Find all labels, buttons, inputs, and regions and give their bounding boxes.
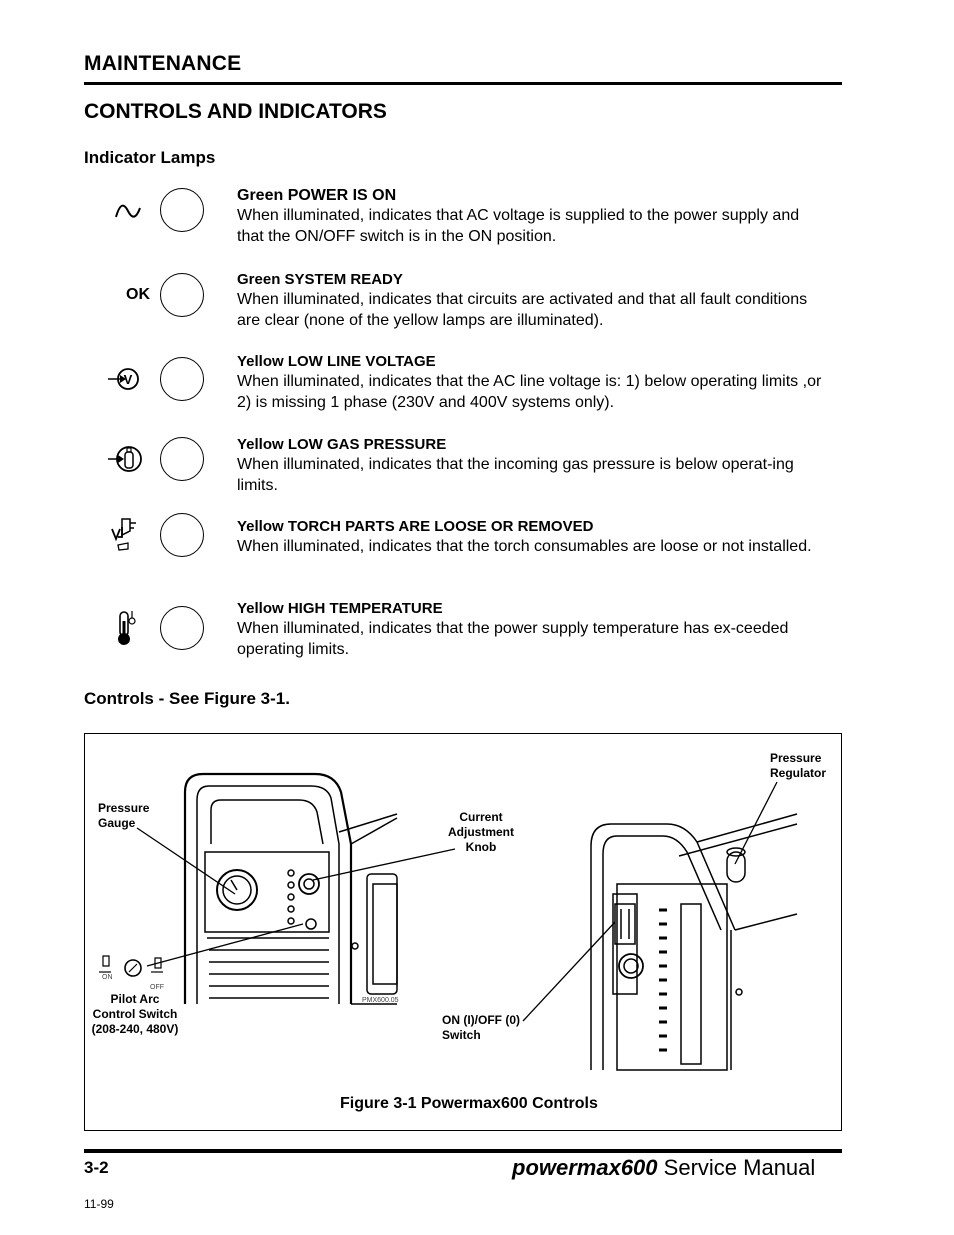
current-adjustment-knob-label: Current Adjustment Knob	[448, 810, 514, 854]
ok-icon: OK	[126, 286, 150, 303]
lamp-torch-parts	[84, 517, 844, 597]
on-off-switch-label: ON (I)/OFF (0) Switch	[442, 1013, 520, 1042]
manual-title: Service Manual	[663, 1155, 816, 1180]
page-title: CONTROLS AND INDICATORS	[84, 100, 387, 123]
lamp-title: Yellow LOW GAS PRESSURE	[237, 436, 447, 453]
header-rule	[84, 82, 842, 85]
figure-caption: Figure 3-1 Powermax600 Controls	[340, 1095, 598, 1112]
lamp-description: When illuminated, indicates that the incoming gas pressure is below operat-ing limits.	[237, 456, 794, 494]
revision-date: 11-99	[84, 1197, 114, 1211]
lamp-description: When illuminated, indicates that the AC line voltage is: 1) below operating limits ,or 2) is missing 1 phase (230V and 400V systems only).	[237, 373, 822, 411]
page-number: 3-2	[84, 1158, 109, 1177]
controls-heading: Controls - See Figure 3-1.	[84, 689, 290, 708]
brand-name: powermax600	[512, 1155, 658, 1180]
pressure-regulator-label: Pressure Regulator	[770, 751, 827, 780]
footer-brand	[512, 1155, 815, 1181]
lamp-system-ready	[84, 270, 844, 350]
torch-parts-icon	[106, 515, 150, 563]
lamp-description: When illuminated, indicates that the power supply temperature has ex-ceeded operating limits.	[237, 620, 789, 658]
lamp-circle	[160, 273, 204, 317]
svg-text:V: V	[123, 372, 133, 387]
lamp-circle	[160, 437, 204, 481]
footer-rule	[84, 1149, 842, 1153]
powermax600-controls-drawing	[85, 734, 841, 1130]
lamp-power-is-on	[84, 186, 844, 266]
lamp-title: Green POWER IS ON	[237, 187, 397, 204]
lamp-low-gas-pressure	[84, 435, 844, 515]
lamp-title: Yellow LOW LINE VOLTAGE	[237, 353, 436, 370]
pilot-arc-switch-label: Pilot Arc Control Switch (208-240, 480V)	[91, 992, 179, 1036]
indicator-lamps-heading: Indicator Lamps	[84, 148, 216, 167]
switch-off-label: OFF	[150, 984, 164, 991]
section-header: MAINTENANCE	[84, 52, 242, 75]
lamp-description: When illuminated, indicates that the torch consumables are loose or not installed.	[237, 538, 812, 555]
drawing-code: PMX600.05	[362, 997, 399, 1004]
lamp-description: When illuminated, indicates that circuits are activated and that all fault conditions are clear (none of the yellow lamps are illuminated).	[237, 291, 808, 329]
lamp-high-temperature	[84, 599, 844, 679]
lamp-circle	[160, 188, 204, 232]
lamp-title: Green SYSTEM READY	[237, 271, 403, 288]
switch-on-label: ON	[102, 974, 113, 981]
lamp-circle	[160, 606, 204, 650]
gas-cylinder-icon	[106, 435, 150, 483]
lamp-description: When illuminated, indicates that AC voltage is supplied to the power supply and that the ON/OFF switch is in the ON position.	[237, 207, 800, 245]
lamp-title: Yellow HIGH TEMPERATURE	[237, 600, 443, 617]
low-voltage-icon	[106, 356, 150, 404]
ac-power-icon	[106, 190, 150, 238]
lamp-circle	[160, 357, 204, 401]
pressure-gauge-label: Pressure Gauge	[98, 801, 150, 830]
lamp-title: Yellow TORCH PARTS ARE LOOSE OR REMOVED	[237, 518, 594, 535]
lamp-circle	[160, 513, 204, 557]
lamp-low-line-voltage	[84, 352, 844, 432]
thermometer-icon	[106, 609, 150, 657]
figure-3-1	[84, 733, 842, 1131]
